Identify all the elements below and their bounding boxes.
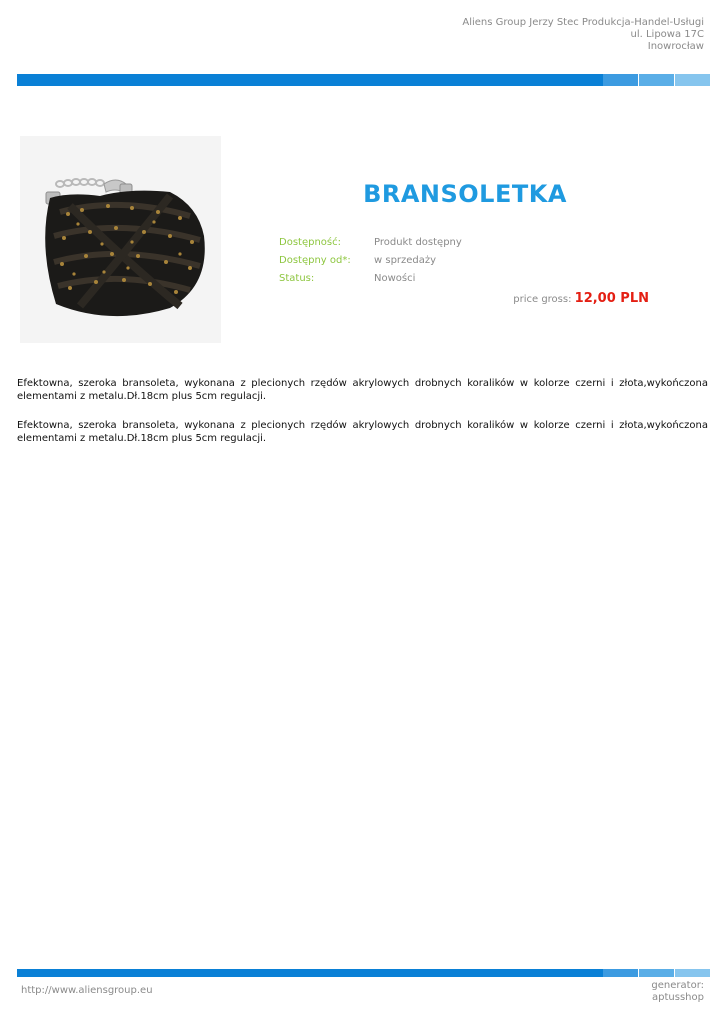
product-description: Efektowna, szeroka bransoleta, wykonana z plecionych rzędów akrylowych drobnych koralików w kolorze czerni i złota,wykończona elementami z metalu.Dł.18cm plus 5cm regulacji.: [17, 378, 708, 402]
price-label: price gross:: [513, 294, 572, 305]
bracelet-illustration: [20, 136, 221, 343]
product-image: [20, 136, 221, 343]
company-name: Aliens Group Jerzy Stec Produkcja-Handel-Usługi: [462, 17, 704, 28]
company-city: Inowrocław: [647, 41, 704, 52]
product-description: Efektowna, szeroka bransoleta, wykonana z plecionych rzędów akrylowych drobnych koralików w kolorze czerni i złota,wykończona elementami z metalu.Dł.18cm plus 5cm regulacji.: [17, 420, 708, 444]
generator-name: aptusshop: [652, 992, 704, 1003]
attribute-value: Produkt dostępny: [374, 237, 462, 248]
attribute-row-availability: [279, 236, 462, 254]
attribute-value: w sprzedaży: [374, 255, 437, 266]
generator-label: generator:: [651, 980, 704, 991]
company-street: ul. Lipowa 17C: [630, 29, 704, 40]
footer-divider-bar: [17, 969, 708, 977]
attribute-label: Dostępność:: [279, 237, 341, 248]
product-attributes: [279, 236, 462, 290]
header-divider-bar: [17, 74, 708, 86]
attribute-row-available-from: [279, 254, 462, 272]
price-amount: 12,00 PLN: [574, 291, 649, 306]
company-address: [462, 17, 704, 53]
attribute-label: Status:: [279, 273, 315, 284]
footer-generator: [651, 980, 704, 1004]
product-title: BRANSOLETKA: [363, 180, 567, 208]
price-line: [513, 291, 649, 306]
attribute-value: Nowości: [374, 273, 416, 284]
attribute-label: Dostępny od*:: [279, 255, 351, 266]
attribute-row-status: [279, 272, 462, 290]
footer-website-link[interactable]: http://www.aliensgroup.eu: [21, 985, 153, 996]
